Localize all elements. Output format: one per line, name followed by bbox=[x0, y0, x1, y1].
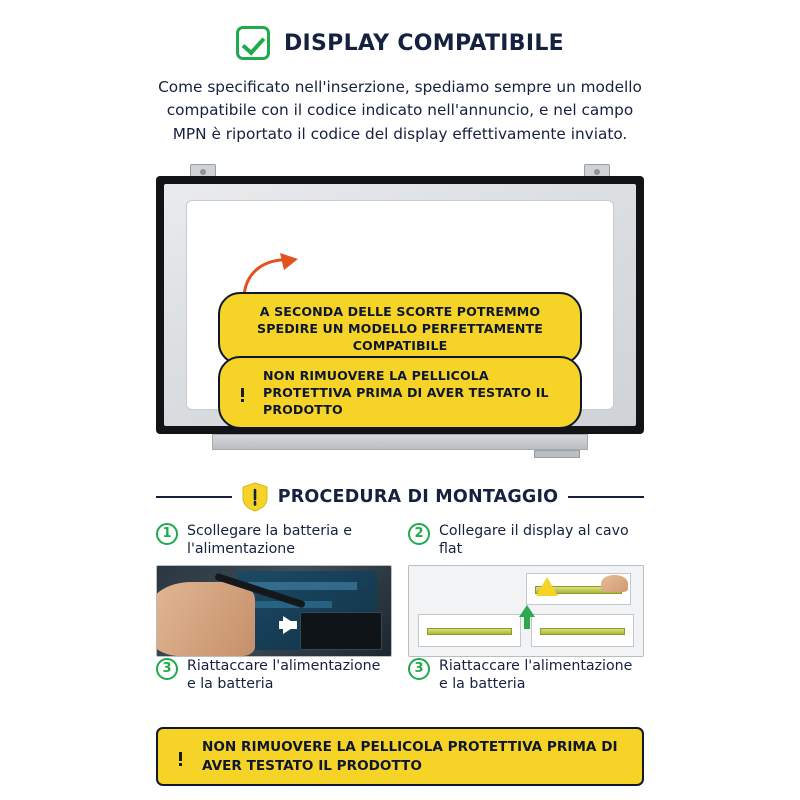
header bbox=[148, 26, 652, 60]
step-1-photo bbox=[156, 565, 392, 657]
step-3-right bbox=[408, 657, 644, 697]
arrow-up-icon bbox=[519, 605, 535, 617]
shield-icon bbox=[242, 482, 268, 512]
step-number: 3 bbox=[408, 658, 430, 680]
film-warning-text: NON RIMUOVERE LA PELLICOLA PROTETTIVA PRIMA DI AVER TESTATO IL PRODOTTO bbox=[263, 367, 549, 417]
film-warning-banner bbox=[218, 356, 582, 429]
panel-bottom-strip bbox=[212, 434, 588, 450]
step-1 bbox=[156, 522, 392, 562]
right-margin bbox=[652, 0, 800, 800]
arrow-right-icon bbox=[283, 616, 297, 634]
footer-warning-banner bbox=[156, 727, 644, 786]
check-box-icon bbox=[236, 26, 270, 60]
page-content bbox=[148, 0, 652, 800]
flat-cable-graphic bbox=[540, 628, 625, 636]
warning-triangle-icon bbox=[536, 577, 558, 596]
hand-graphic bbox=[156, 582, 255, 656]
step-label: Riattaccare l'alimentazione e la batteria bbox=[439, 657, 633, 693]
divider-right bbox=[568, 496, 644, 498]
step-2 bbox=[408, 522, 644, 562]
compatibility-banner: A SECONDA DELLE SCORTE POTREMMO SPEDIRE UN MODELLO PERFETTAMENTE COMPATIBILE bbox=[218, 292, 582, 365]
steps-grid bbox=[156, 522, 644, 697]
flat-cable-graphic bbox=[427, 628, 512, 636]
procedure-title: PROCEDURA DI MONTAGGIO bbox=[277, 486, 559, 507]
step-number: 1 bbox=[156, 523, 178, 545]
finger-graphic bbox=[601, 575, 628, 591]
connector-detail-right bbox=[531, 614, 634, 646]
step-label: Scollegare la batteria e l'alimentazione bbox=[187, 522, 352, 558]
intro-text: Come specificato nell'inserzione, spediamo sempre un modello compatibile con il codice indicato nell'annuncio, e nel campo MPN è riportato il codice del display effettivamente inviato. bbox=[158, 78, 642, 143]
step-label: Collegare il display al cavo flat bbox=[439, 522, 629, 558]
warning-triangle-icon bbox=[168, 746, 192, 767]
step-number: 2 bbox=[408, 523, 430, 545]
step-3-left bbox=[156, 657, 392, 697]
page-title: DISPLAY COMPATIBILE bbox=[283, 30, 564, 56]
step-2-photo bbox=[408, 565, 644, 657]
step-number: 3 bbox=[156, 658, 178, 680]
panel-connector-icon bbox=[534, 450, 580, 458]
step-label: Riattaccare l'alimentazione e la batteria bbox=[187, 657, 381, 693]
warning-triangle-icon bbox=[230, 382, 254, 403]
procedure-header bbox=[156, 482, 644, 512]
left-margin bbox=[0, 0, 148, 800]
display-panel-illustration bbox=[156, 164, 644, 464]
battery-graphic bbox=[300, 612, 382, 650]
connector-detail-top bbox=[526, 573, 631, 605]
connector-detail-left bbox=[418, 614, 521, 646]
footer-warning-text: NON RIMUOVERE LA PELLICOLA PROTETTIVA PRIMA DI AVER TESTATO IL PRODOTTO bbox=[202, 739, 618, 774]
divider-left bbox=[156, 496, 232, 498]
